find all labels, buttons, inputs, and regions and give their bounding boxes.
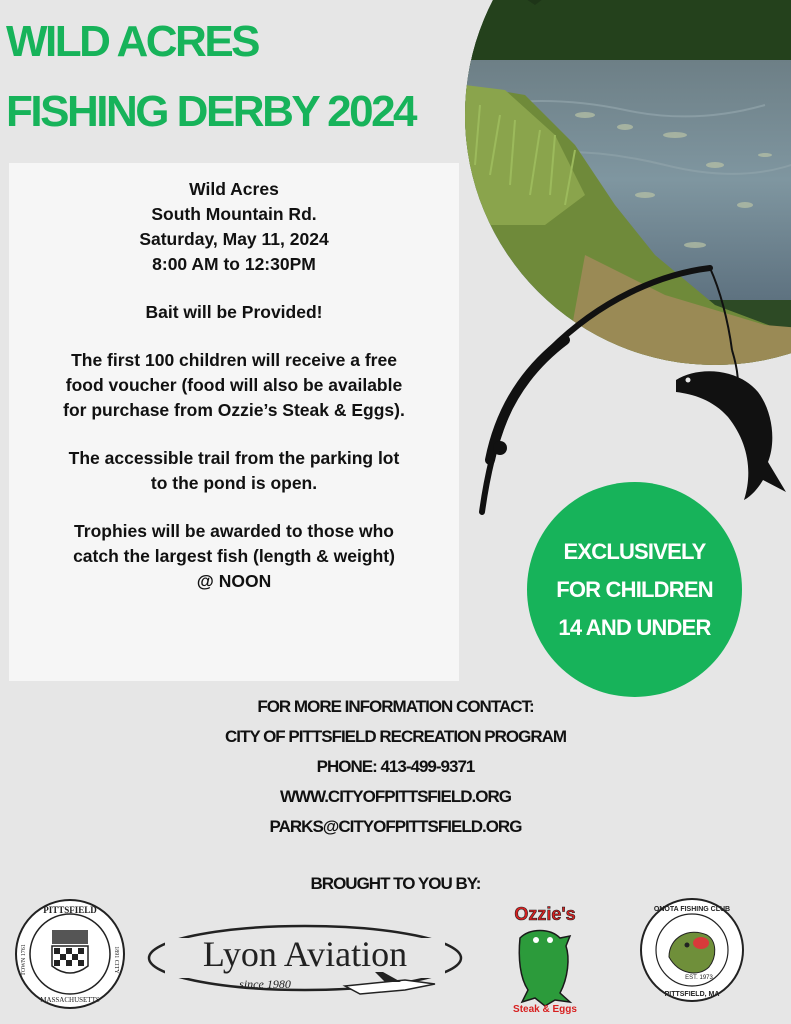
contact-section	[0, 692, 791, 842]
title-line-2: FISHING DERBY 2024	[6, 87, 416, 136]
contact-phone: PHONE: 413-499-9371	[316, 757, 475, 776]
voucher-line-1: The first 100 children will receive a free	[71, 350, 397, 370]
location: Wild Acres	[189, 179, 279, 199]
bait-note: Bait will be Provided!	[145, 302, 323, 322]
lyon-name: Lyon Aviation	[202, 934, 408, 974]
seal-right-text: 1891 CITY	[113, 946, 119, 974]
ozzie-name: Ozzie's	[514, 904, 576, 924]
voucher-line-2: food voucher (food will also be available	[65, 375, 403, 395]
seal-left-text: TOWN 1761	[21, 944, 27, 976]
lyon-since: since 1980	[239, 977, 291, 991]
trail-line-2: to the pond is open.	[150, 473, 318, 493]
lyon-aviation-logo	[145, 918, 465, 1008]
voucher-line-3: for purchase from Ozzie’s Steak & Eggs).	[63, 400, 405, 420]
trophy-line-3: @ NOON	[196, 571, 272, 591]
road: South Mountain Rd.	[151, 204, 317, 224]
ozzie-sub: Steak & Eggs	[513, 1004, 577, 1015]
onota-top-text: ONOTA FISHING CLUB	[653, 906, 731, 913]
fish-icon	[668, 362, 788, 502]
contact-website: WWW.CITYOFPITTSFIELD.ORG	[280, 787, 511, 806]
ozzies-logo	[500, 898, 590, 1020]
badge-line-3: 14 AND UNDER	[558, 614, 711, 640]
badge-line-2: FOR CHILDREN	[556, 576, 713, 602]
onota-bottom-text: PITTSFIELD, MA	[664, 991, 720, 998]
pittsfield-seal-logo	[14, 898, 126, 1010]
onota-est: EST. 1973	[685, 975, 713, 981]
event-date: Saturday, May 11, 2024	[139, 229, 329, 249]
seal-top-text: PITTSFIELD	[43, 905, 97, 915]
badge-line-1: EXCLUSIVELY	[563, 538, 706, 564]
trophy-line-2: catch the largest fish (length & weight)	[73, 546, 395, 566]
contact-org: CITY OF PITTSFIELD RECREATION PROGRAM	[224, 727, 567, 746]
event-time: 8:00 AM to 12:30PM	[152, 254, 316, 274]
trail-line-1: The accessible trail from the parking lot	[68, 448, 400, 468]
contact-heading: FOR MORE INFORMATION CONTACT:	[257, 697, 534, 716]
title-line-1: WILD ACRES	[6, 17, 259, 66]
contact-email: PARKS@CITYOFPITTSFIELD.ORG	[269, 817, 522, 836]
event-details-box	[9, 163, 459, 681]
age-badge	[527, 482, 742, 697]
onota-fishing-club-logo	[639, 897, 745, 1003]
trophy-line-1: Trophies will be awarded to those who	[74, 521, 394, 541]
sponsors-heading: BROUGHT TO YOU BY:	[310, 874, 481, 893]
seal-bottom-text: MASSACHUSETTS	[40, 996, 100, 1004]
